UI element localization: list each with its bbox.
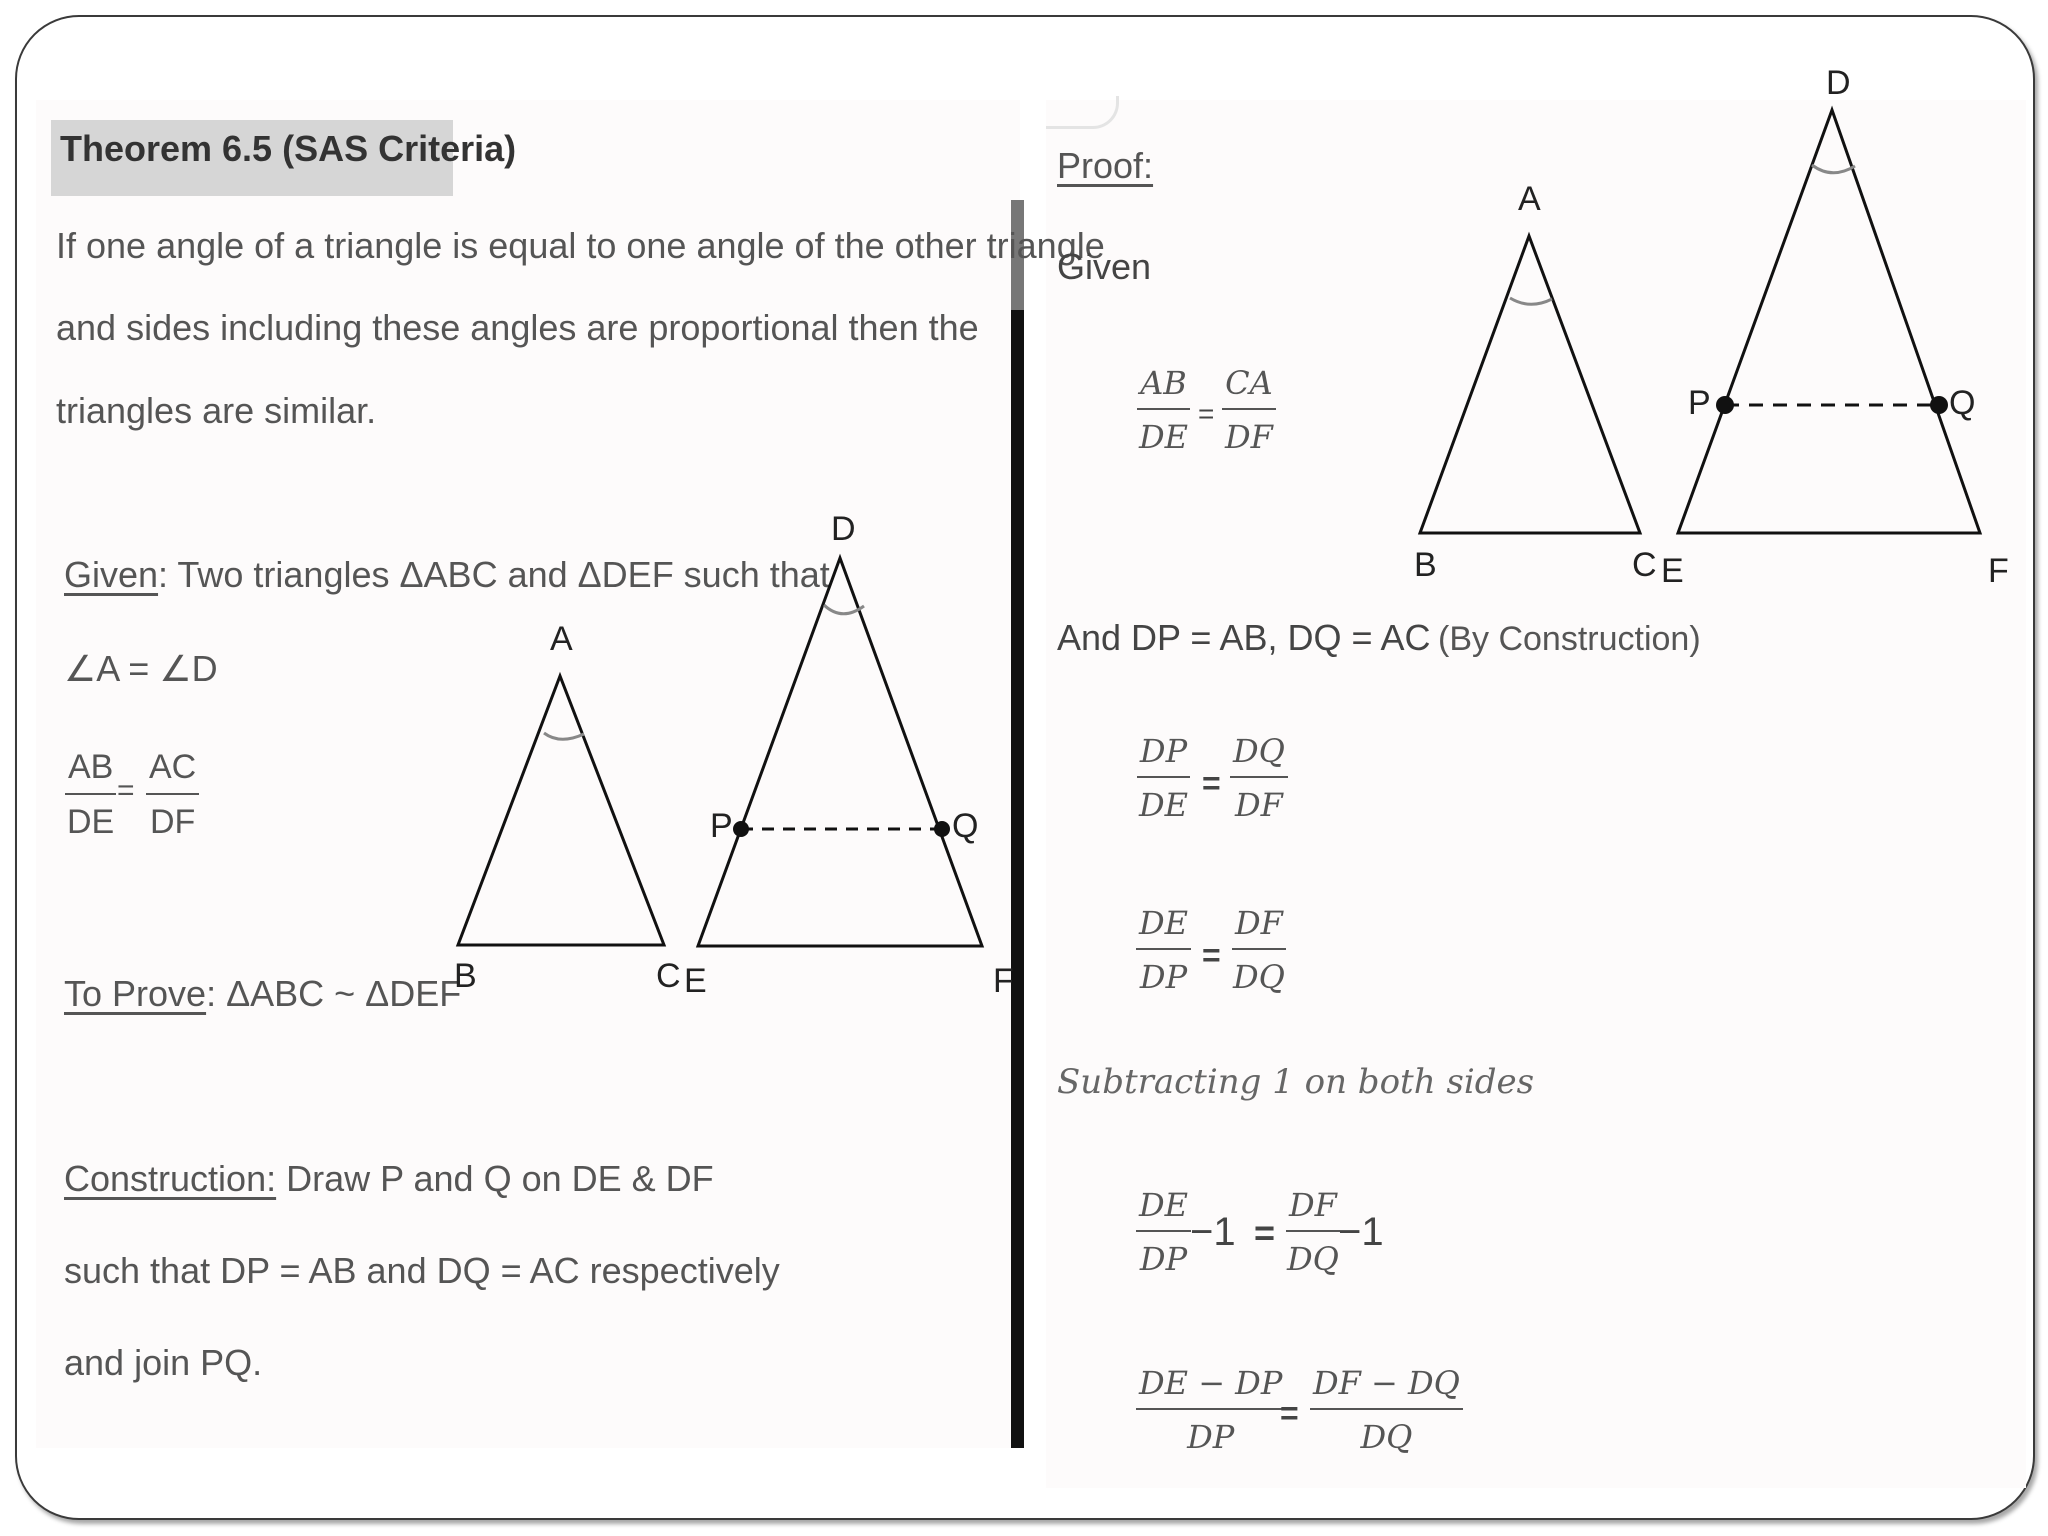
to-prove-heading: To Prove (64, 973, 207, 1014)
label-c-right: C (1632, 546, 1657, 584)
construction-line-2: such that DP = AB and DQ = AC respectively (64, 1250, 780, 1291)
label-a-right: A (1518, 180, 1541, 218)
step4-left-den: DP (1187, 1418, 1235, 1456)
step3-left-den: DP (1139, 1240, 1188, 1278)
label-q-left: Q (952, 807, 979, 845)
given-ratio-right-den: DF (149, 803, 196, 841)
step2-left-num: DE (1136, 904, 1191, 950)
step3-right-den: DQ (1287, 1240, 1339, 1278)
label-e-left: E (684, 962, 707, 1000)
point-p-right (1716, 396, 1734, 414)
step4-eq: = (1280, 1395, 1299, 1431)
theorem-title: Theorem 6.5 (SAS Criteria) (60, 128, 517, 169)
step2-right-den: DQ (1233, 958, 1285, 996)
angle-arc-d-right (1812, 165, 1855, 173)
label-b-right: B (1414, 546, 1437, 584)
label-a-left: A (550, 620, 573, 658)
step2-left-den: DP (1139, 958, 1188, 996)
angle-arc-a-right (1510, 298, 1552, 304)
proof-construction-text: And DP = AB, DQ = AC (1057, 617, 1431, 658)
proof-given-left-num: AB (1137, 364, 1190, 410)
given-text: : Two triangles ΔABC and ΔDEF such that (158, 554, 830, 595)
angle-condition: ∠A = ∠D (64, 648, 218, 689)
label-d-right: D (1826, 64, 1851, 102)
step3-eq: = (1254, 1212, 1276, 1253)
statement-line-2: and sides including these angles are proportional then the (56, 307, 979, 348)
step4-left-num: DE − DP (1136, 1364, 1285, 1410)
point-q-right (1930, 396, 1948, 414)
to-prove-text: : ΔABC ~ ΔDEF (206, 973, 462, 1014)
label-f-right: F (1988, 552, 2009, 590)
given-ratio-eq: = (117, 774, 135, 807)
statement-line-1: If one angle of a triangle is equal to one angle of the other triangle (56, 225, 1105, 266)
subtract-note: Subtracting 1 on both sides (1057, 1062, 1535, 1102)
given-ratio-left-num: AB (65, 748, 116, 795)
step4-right-num: DF − DQ (1310, 1364, 1463, 1410)
step3-minus2: −1 (1338, 1210, 1384, 1254)
label-e-right: E (1661, 552, 1684, 590)
construction-text-1: Draw P and Q on DE & DF (286, 1158, 714, 1199)
label-b-left: B (454, 957, 477, 995)
construction-line-3: and join PQ. (64, 1342, 263, 1383)
proof-given-right-den: DF (1225, 418, 1273, 456)
label-p-right: P (1688, 384, 1711, 422)
statement-line-3: triangles are similar. (56, 390, 377, 431)
step3-minus1: −1 (1190, 1210, 1236, 1254)
label-c-left: C (656, 957, 681, 995)
step2-right-num: DF (1232, 904, 1286, 950)
given-heading: Given (64, 554, 159, 595)
proof-construction-note: (By Construction) (1438, 620, 1701, 658)
given-ratio-left-den: DE (67, 803, 115, 841)
label-f-left: F (993, 962, 1014, 1000)
label-q-right: Q (1949, 384, 1976, 422)
step1-right-num: DQ (1230, 732, 1288, 778)
step1-eq: = (1202, 765, 1221, 801)
step2-eq: = (1202, 937, 1221, 973)
step1-left-den: DE (1139, 786, 1189, 824)
proof-heading: Proof: (1057, 145, 1154, 186)
step3-right-num: DF (1286, 1186, 1340, 1232)
step4-right-den: DQ (1360, 1418, 1413, 1456)
proof-given-right-num: CA (1222, 364, 1276, 410)
proof-given-ratio-eq: = (1198, 398, 1215, 429)
proof-given-left-den: DE (1139, 418, 1189, 456)
step1-right-den: DF (1235, 786, 1283, 824)
given-ratio-right-num: AC (146, 748, 199, 795)
step1-left-num: DP (1137, 732, 1190, 778)
label-p-left: P (710, 807, 733, 845)
label-d-left: D (831, 510, 856, 548)
proof-given: Given (1057, 246, 1152, 287)
construction-heading: Construction: (64, 1158, 277, 1199)
triangle-abc-right (1420, 236, 1640, 533)
step3-left-num: DE (1136, 1186, 1191, 1232)
